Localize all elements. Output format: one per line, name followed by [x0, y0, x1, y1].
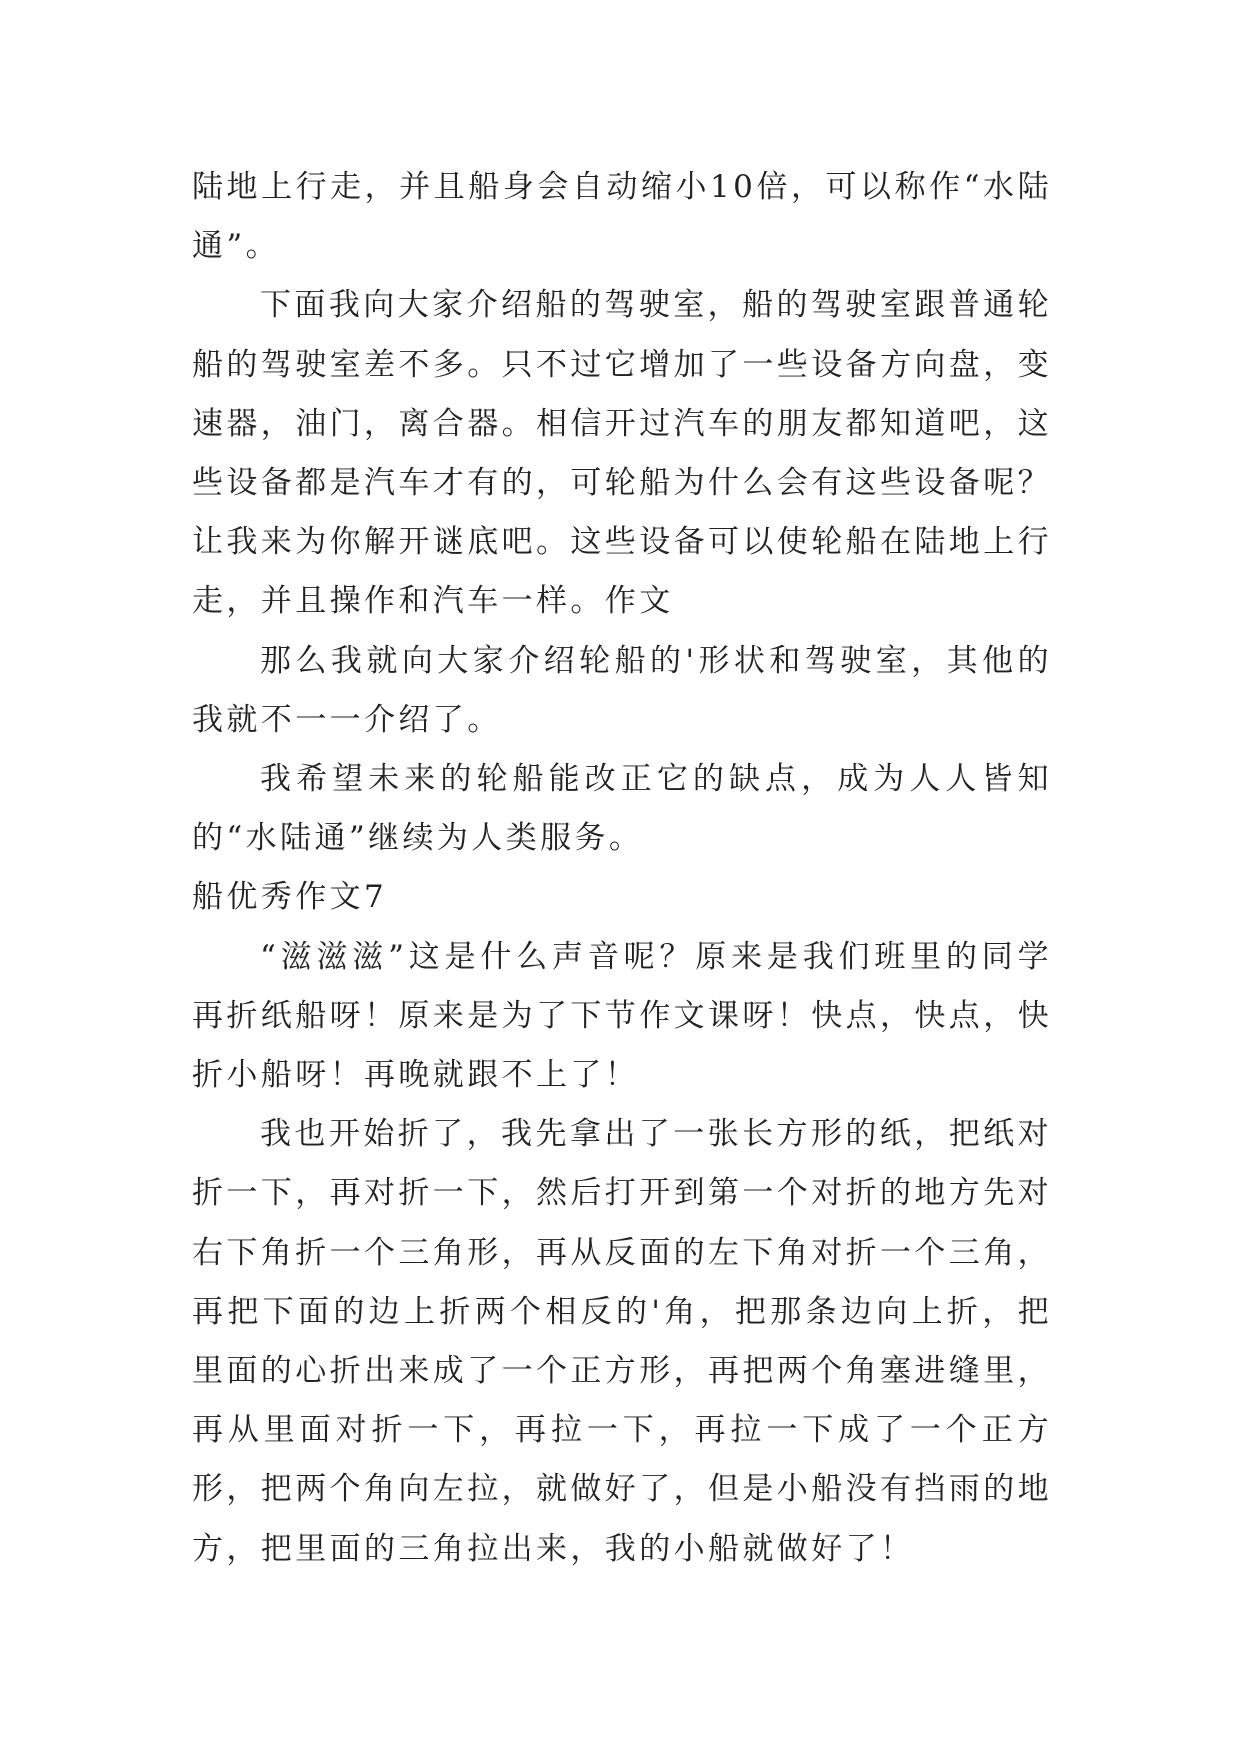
document-page	[192, 158, 1052, 1579]
section-title: 船优秀作文7	[192, 879, 388, 916]
paragraph-summary: 那么我就向大家介绍轮船的'形状和驾驶室，其他的我就不一一介绍了。	[192, 642, 1052, 738]
paragraph-cockpit: 下面我向大家介绍船的驾驶室，船的驾驶室跟普通轮船的驾驶室差不多。只不过它增加了一些设备方向盘，变速器，油门，离合器。相信开过汽车的朋友都知道吧，这些设备都是汽车才有的，可轮船为什么会有这些设备呢？让我来为你解开谜底吧。这些设备可以使轮船在陆地上行走，并且操作和汽车一样。作文	[192, 287, 1052, 620]
paragraph-hope: 我希望未来的轮船能改正它的缺点，成为人人皆知的“水陆通”继续为人类服务。	[192, 761, 1052, 857]
paragraph-intro: “滋滋滋”这是什么声音呢？原来是我们班里的同学再折纸船呀！原来是为了下节作文课呀！快点，快点，快折小船呀！再晚就跟不上了！	[192, 938, 1052, 1094]
paragraph-folding: 我也开始折了，我先拿出了一张长方形的纸，把纸对折一下，再对折一下，然后打开到第一个对折的地方先对右下角折一个三角形，再从反面的左下角对折一个三角，再把下面的边上折两个相反的'角，把那条边向上折，把里面的心折出来成了一个正方形，再把两个角塞进缝里，再从里面对折一下，再拉一下，再拉一下成了一个正方形，把两个角向左拉，就做好了，但是小船没有挡雨的地方，把里面的三角拉出来，我的小船就做好了！	[192, 1116, 1052, 1567]
paragraph-continuation: 陆地上行走，并且船身会自动缩小10倍，可以称作“水陆通”。	[192, 169, 1052, 265]
